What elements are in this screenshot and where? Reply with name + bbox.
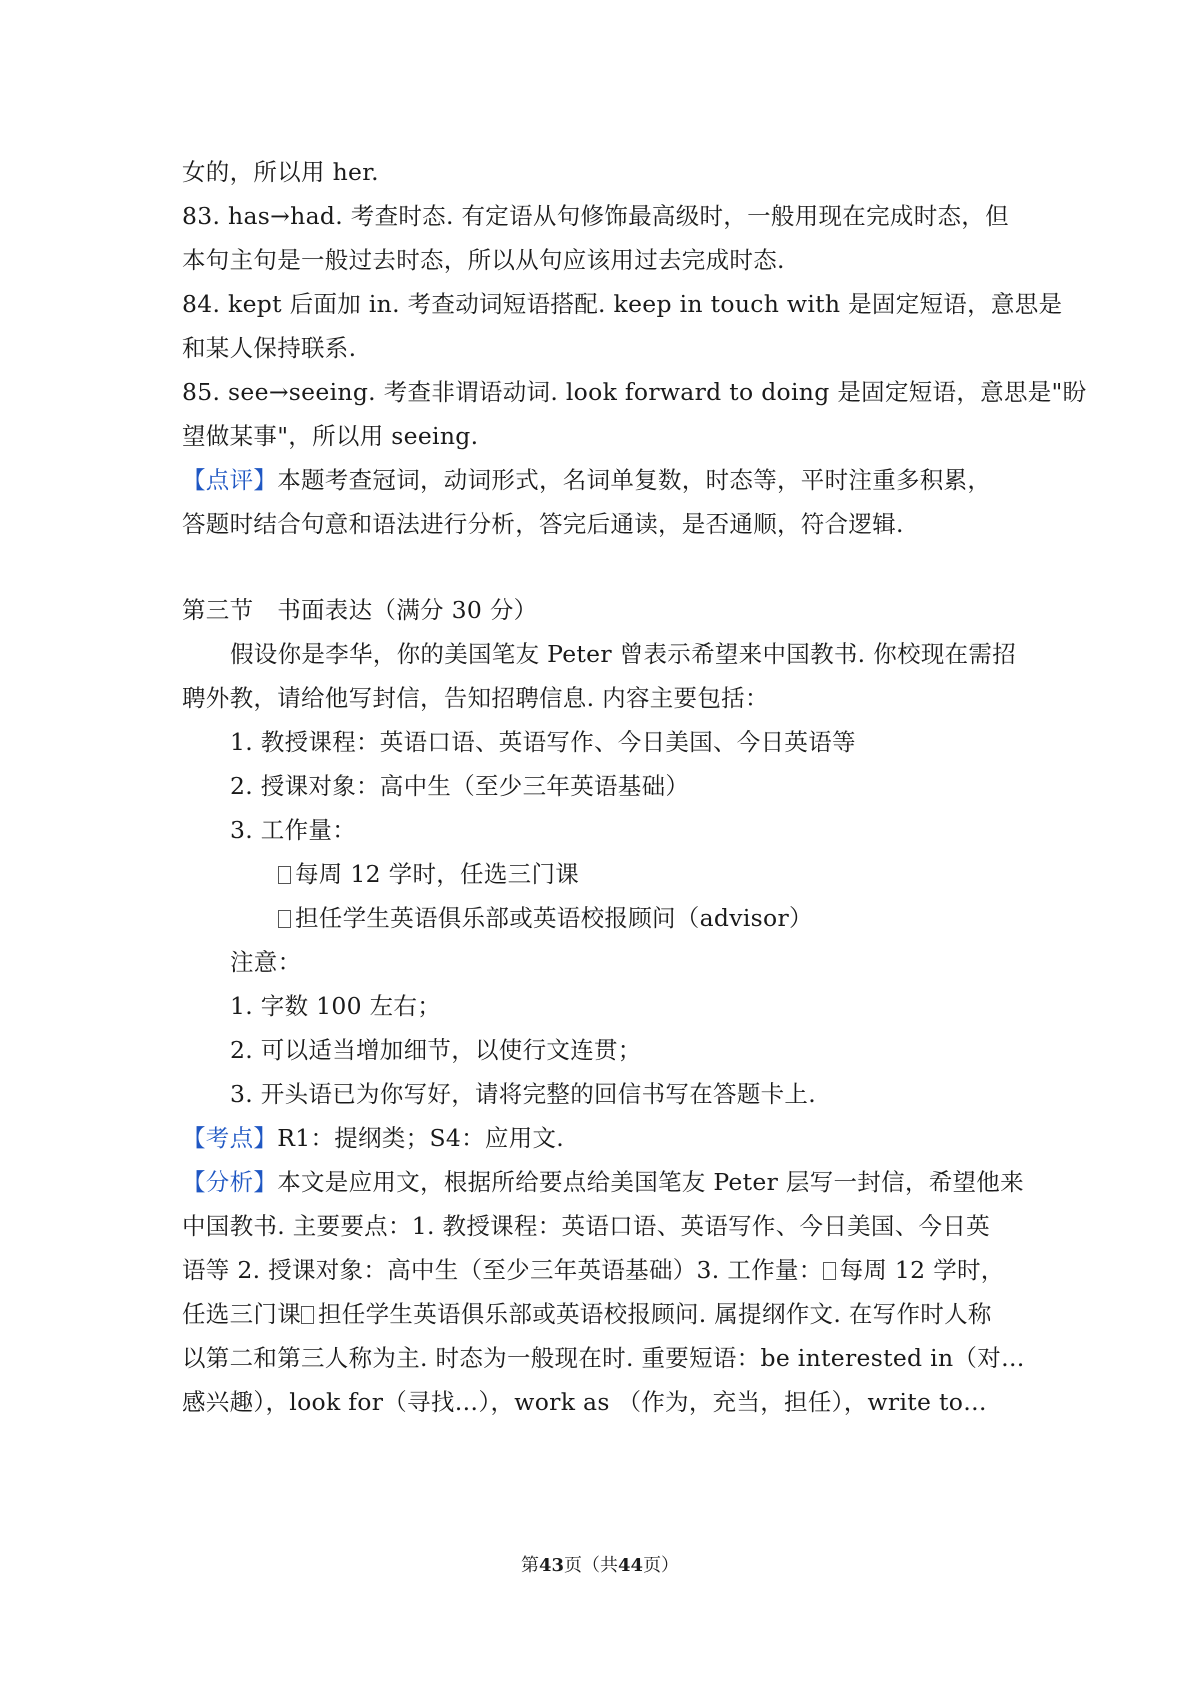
comment-tag: 【点评】 [182,466,278,494]
checkbox-icon [823,1262,836,1280]
list-item: 2. 授课对象：高中生（至少三年英语基础） [230,772,690,800]
text-line: 感兴趣），look for（寻找…），work as （作为，充当，担任），write to… [182,1388,987,1416]
text-line: 和某人保持联系. [182,334,357,362]
exam-point-line: 【考点】R1：提纲类；S4：应用文. [182,1124,565,1152]
list-item: 2. 可以适当增加细节，以使行文连贯； [230,1036,642,1064]
text-line: 语等 2. 授课对象：高中生（至少三年英语基础）3. 工作量： 每周 12 学时， [182,1256,1005,1284]
list-item: 3. 工作量： [230,816,356,844]
notes-heading: 注意： [230,948,302,976]
comment-line [182,464,1042,496]
section-heading: 第三节 书面表达（满分 30 分） [182,596,538,624]
answer-83: 83. has→had. 考查时态. 有定语从句修饰最高级时，一般用现在完成时态，但 [182,202,1009,230]
total-pages: 44 [618,1555,644,1576]
list-item: 1. 字数 100 左右； [230,992,442,1020]
comment-text: 本题考查冠词，动词形式，名词单复数，时态等，平时注重多积累， [277,466,992,494]
list-item: 1. 教授课程：英语口语、英语写作、今日美国、今日英语等 [230,728,856,756]
text-line: 以第二和第三人称为主. 时态为一般现在时. 重要短语：be interested in（对… [182,1344,1025,1372]
text-line: 中国教书. 主要要点：1. 教授课程：英语口语、英语写作、今日美国、今日英 [182,1212,990,1240]
answer-84: 84. kept 后面加 in. 考查动词短语搭配. keep in touch with 是固定短语，意思是 [182,290,1063,318]
exam-point-tag: 【考点】 [182,1124,278,1152]
prompt-paragraph: 假设你是李华，你的美国笔友 Peter 曾表示希望来中国教书. 你校现在需招 [230,640,1017,668]
text-line: 本句主句是一般过去时态，所以从句应该用过去完成时态. [182,246,785,274]
text-line: 女的，所以用 her. [182,158,379,186]
text-line: 望做某事"，所以用 seeing. [182,422,479,450]
text-line: 聘外教，请给他写封信，告知招聘信息. 内容主要包括： [182,684,769,712]
analysis-line: 【分析】本文是应用文，根据所给要点给美国笔友 Peter 层写一封信，希望他来 [182,1168,1024,1196]
text-line: 任选三门课 担任学生英语俱乐部或英语校报顾问. 属提纲作文. 在写作时人称 [182,1300,992,1328]
checkbox-icon [278,866,291,884]
list-item: 3. 开头语已为你写好，请将完整的回信书写在答题卡上. [230,1080,816,1108]
analysis-tag: 【分析】 [182,1168,278,1196]
checkbox-icon [278,910,291,928]
sub-list-item: 每周 12 学时，任选三门课 [278,858,1138,890]
text-line: 答题时结合句意和语法进行分析，答完后通读，是否通顺，符合逻辑. [182,510,904,538]
page-number: 43 [538,1555,564,1576]
checkbox-icon [301,1306,314,1324]
sub-list-item: 担任学生英语俱乐部或英语校报顾问（advisor） [278,902,1138,934]
answer-85: 85. see→seeing. 考查非谓语动词. look forward to doing 是固定短语，意思是"盼 [182,378,1087,406]
page-footer: 第43页（共44页） [520,1555,680,1576]
